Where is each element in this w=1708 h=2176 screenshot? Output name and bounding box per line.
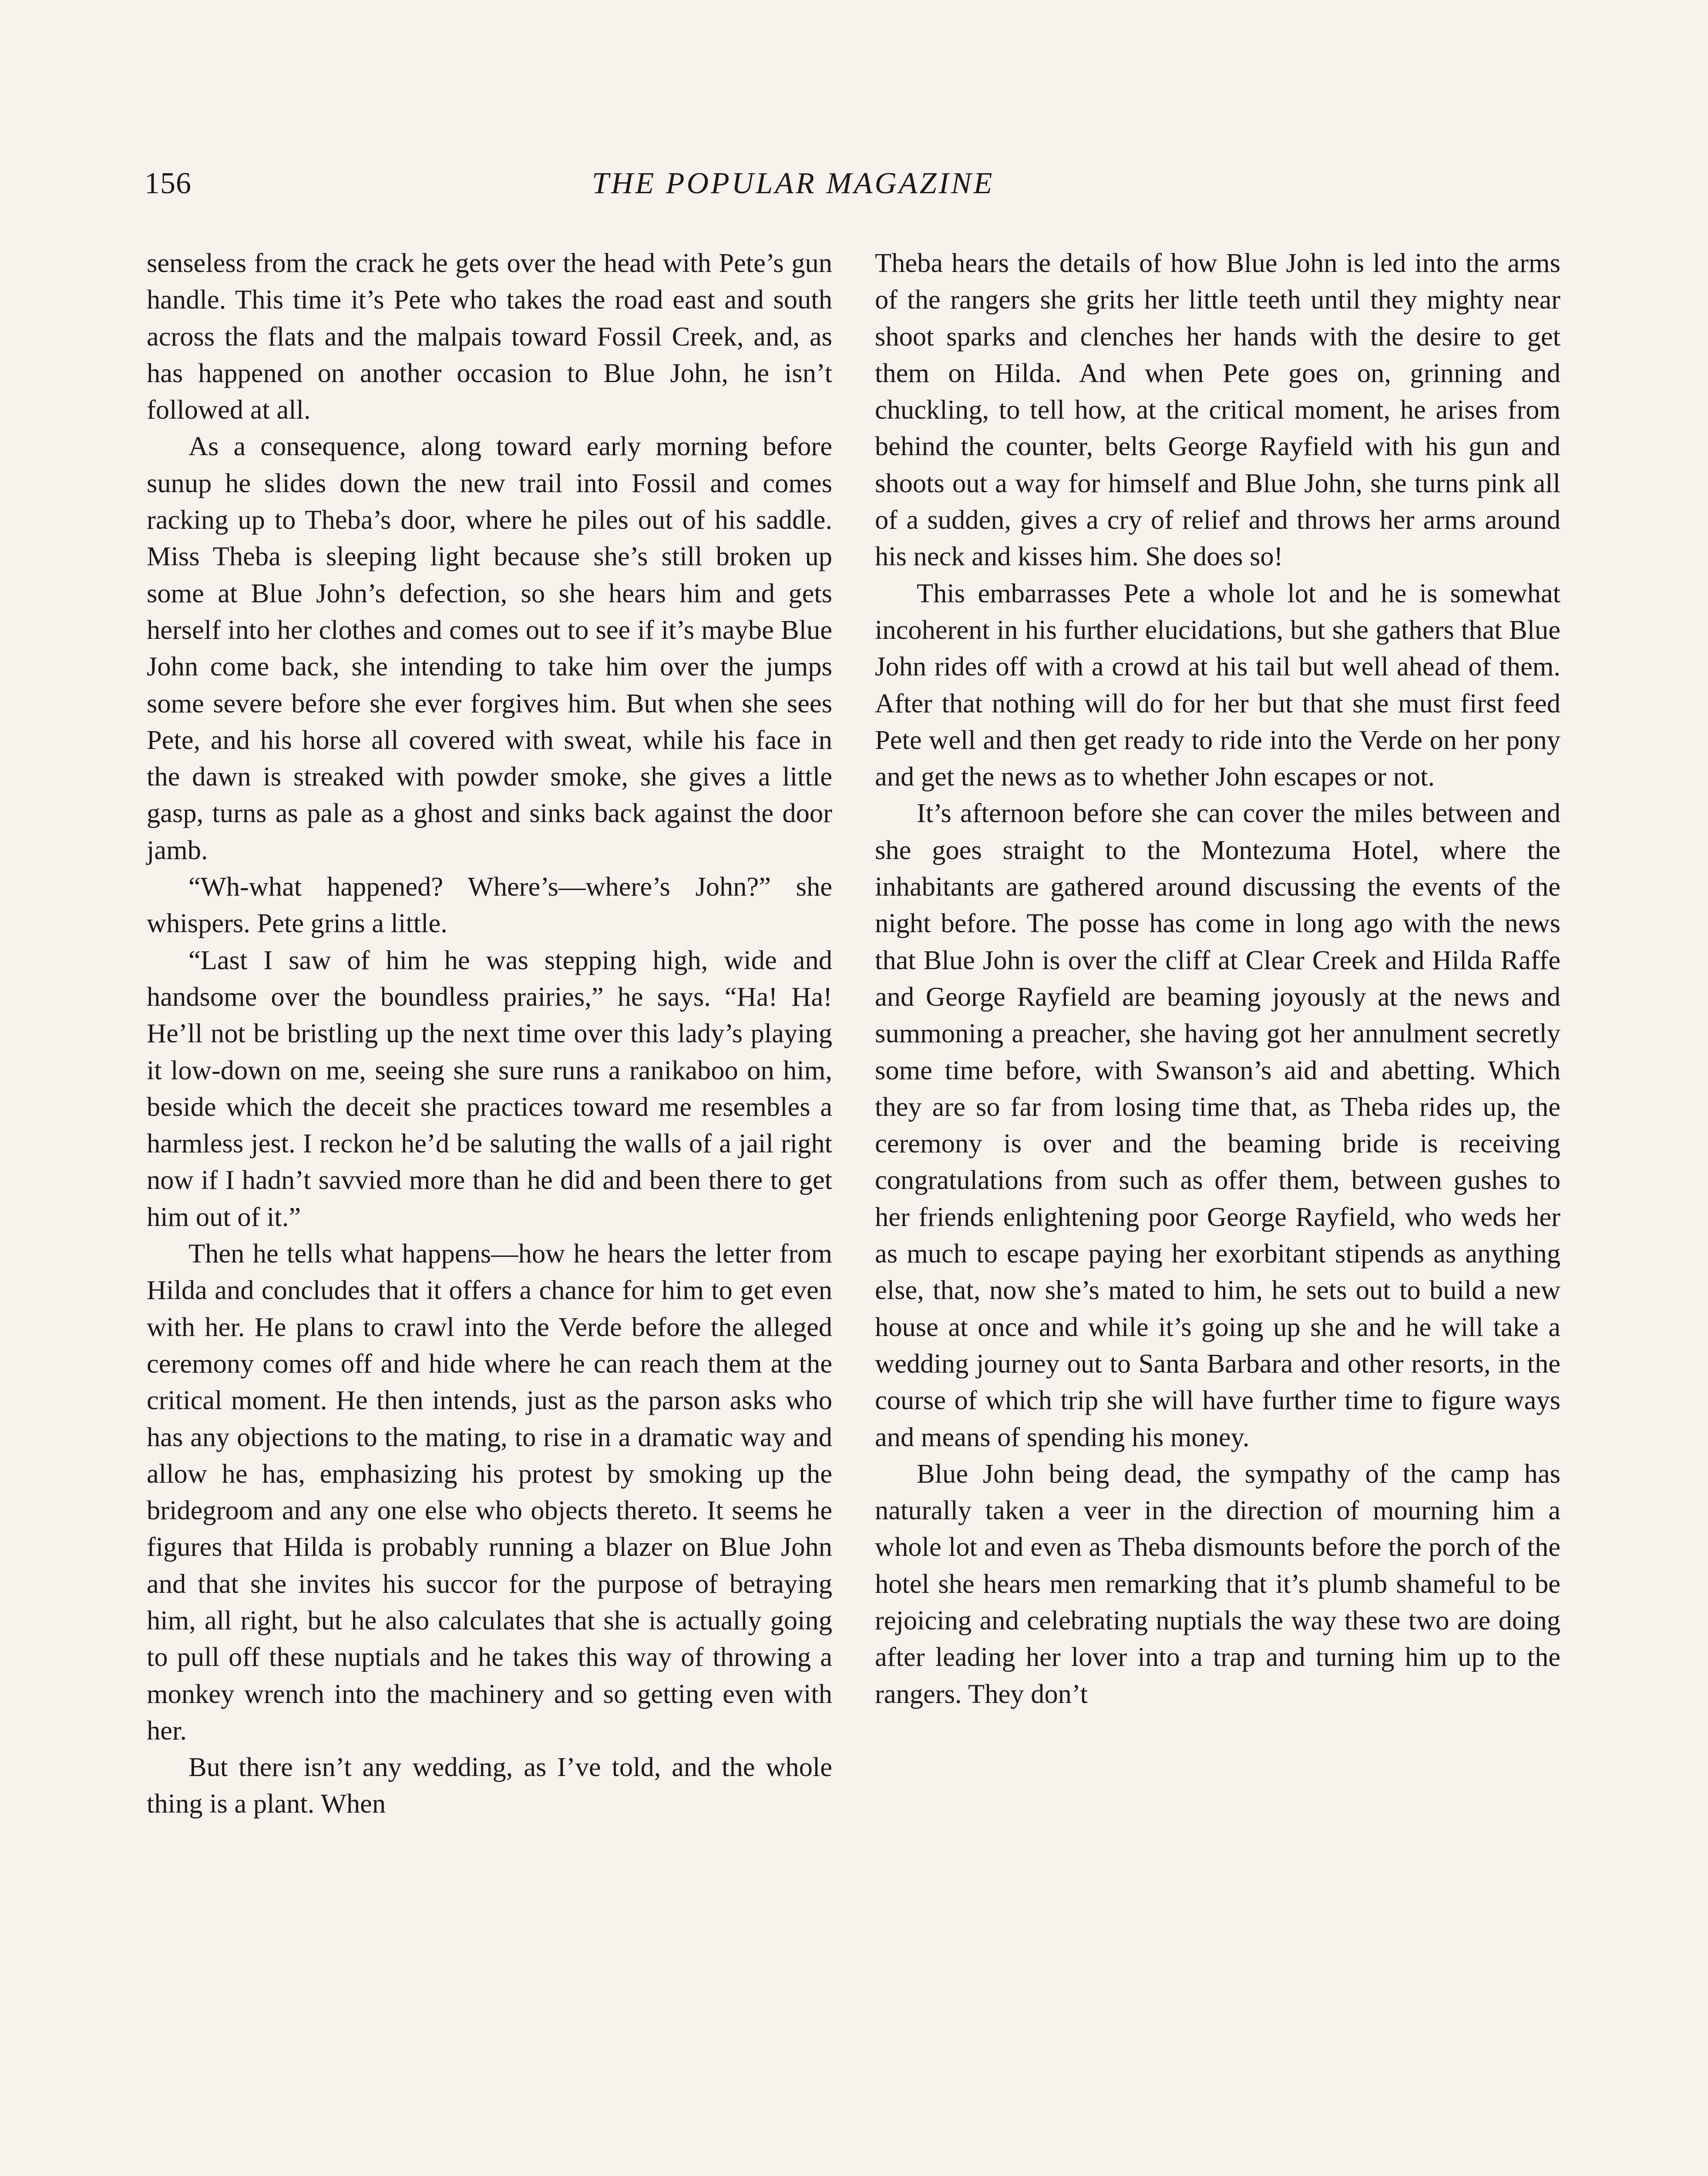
paragraph: This embarrasses Pete a whole lot and he is somewhat incoherent in his further elucidations, but she gathers that Blue John rides off with a crowd at his tail but well ahead of them. After that nothing will do for her but that she must first feed Pete well and then get ready to ride into the Verde on her pony and get the news as to whether John escapes or not.: [875, 578, 1560, 792]
page-number: 156: [145, 167, 192, 200]
paragraph: But there isn’t any wedding, as I’ve told, and the whole thing is a plant. When: [147, 1752, 832, 1819]
paragraph: “Wh-what happened? Where’s—where’s John?” she whispers. Pete grins a little.: [147, 871, 832, 939]
paragraph: Blue John being dead, the sympathy of the camp has naturally taken a veer in the direction of mourning him a whole lot and even as Theba dismounts before the porch of the hotel she hears men remarking that it’s plumb shameful to be rejoicing and celebrating nuptials the way these two are doing after leading her lover into a trap and turning him up to the rangers. They don’t: [875, 1458, 1560, 1709]
right-column: [875, 245, 1560, 1712]
paragraph: Theba hears the details of how Blue John is led into the arms of the rangers she grits her little teeth until they mighty near shoot sparks and clenches her hands with the desire to get them on Hilda. And when Pete goes on, grinning and chuckling, to tell how, at the critical moment, he arises from behind the counter, belts George Rayfield with his gun and shoots out a way for himself and Blue John, she turns pink all of a sudden, gives a cry of relief and throws her arms around his neck and kisses him. She does so!: [875, 248, 1560, 572]
paragraph: senseless from the crack he gets over the head with Pete’s gun handle. This time it’s Pete who takes the road east and south across the flats and the malpais toward Fossil Creek, and, as has happened on another occasion to Blue John, he isn’t followed at all.: [147, 248, 832, 425]
paragraph: As a consequence, along toward early morning before sunup he slides down the new trail into Fossil and comes racking up to Theba’s door, where he piles out of his saddle. Miss Theba is sleeping light because she’s still broken up some at Blue John’s defection, so she hears him and gets herself into her clothes and comes out to see if it’s maybe Blue John come back, she intending to take him over the jumps some severe before she ever forgives him. But when she sees Pete, and his horse all covered with sweat, while his face in the dawn is streaked with powder smoke, she gives a little gasp, turns as pale as a ghost and sinks back against the door jamb.: [147, 431, 832, 865]
paragraph: “Last I saw of him he was stepping high, wide and handsome over the boundless prairies,” he says. “Ha! Ha! He’ll not be bristling up the next time over this lady’s playing it low-down on me, seeing she sure runs a ranikaboo on him, beside which the deceit she practices toward me resembles a harmless jest. I reckon he’d be saluting the walls of a jail right now if I hadn’t savvied more than he did and been there to get him out of it.”: [147, 944, 832, 1232]
paragraph: It’s afternoon before she can cover the miles between and she goes straight to the Montezuma Hotel, where the inhabitants are gathered around discussing the events of the night before. The posse has come in long ago with the news that Blue John is over the cliff at Clear Creek and Hilda Raffe and George Rayfield are beaming joyously at the news and summoning a preacher, she having got her annulment secretly some time before, with Swanson’s aid and abetting. Which they are so far from losing time that, as Theba rides up, the ceremony is over and the beaming bride is receiving congratulations from such as offer them, between gushes to her friends enlightening poor George Rayfield, who weds her as much to escape paying her exorbitant stipends as anything else, that, now she’s mated to him, he sets out to build a new house at once and while it’s going up she and he will take a wedding journey out to Santa Barbara and other resorts, in the course of which trip she will have further time to figure ways and means of spending his money.: [875, 798, 1560, 1452]
running-head-title: THE POPULAR MAGAZINE: [592, 167, 995, 200]
left-column: [147, 245, 832, 1822]
paragraph: Then he tells what happens—how he hears the letter from Hilda and concludes that it offers a chance for him to get even with her. He plans to crawl into the Verde before the alleged ceremony comes off and hide where he can reach them at the critical moment. He then intends, just as the parson asks who has any objections to the mating, to rise in a dramatic way and allow he has, emphasizing his protest by smoking up the bridegroom and any one else who objects thereto. It seems he figures that Hilda is probably running a blazer on Blue John and that she invites his succor for the purpose of betraying him, all right, but he also calculates that she is actually going to pull off these nuptials and he takes this way of throwing a monkey wrench into the machinery and so getting even with her.: [147, 1238, 832, 1746]
